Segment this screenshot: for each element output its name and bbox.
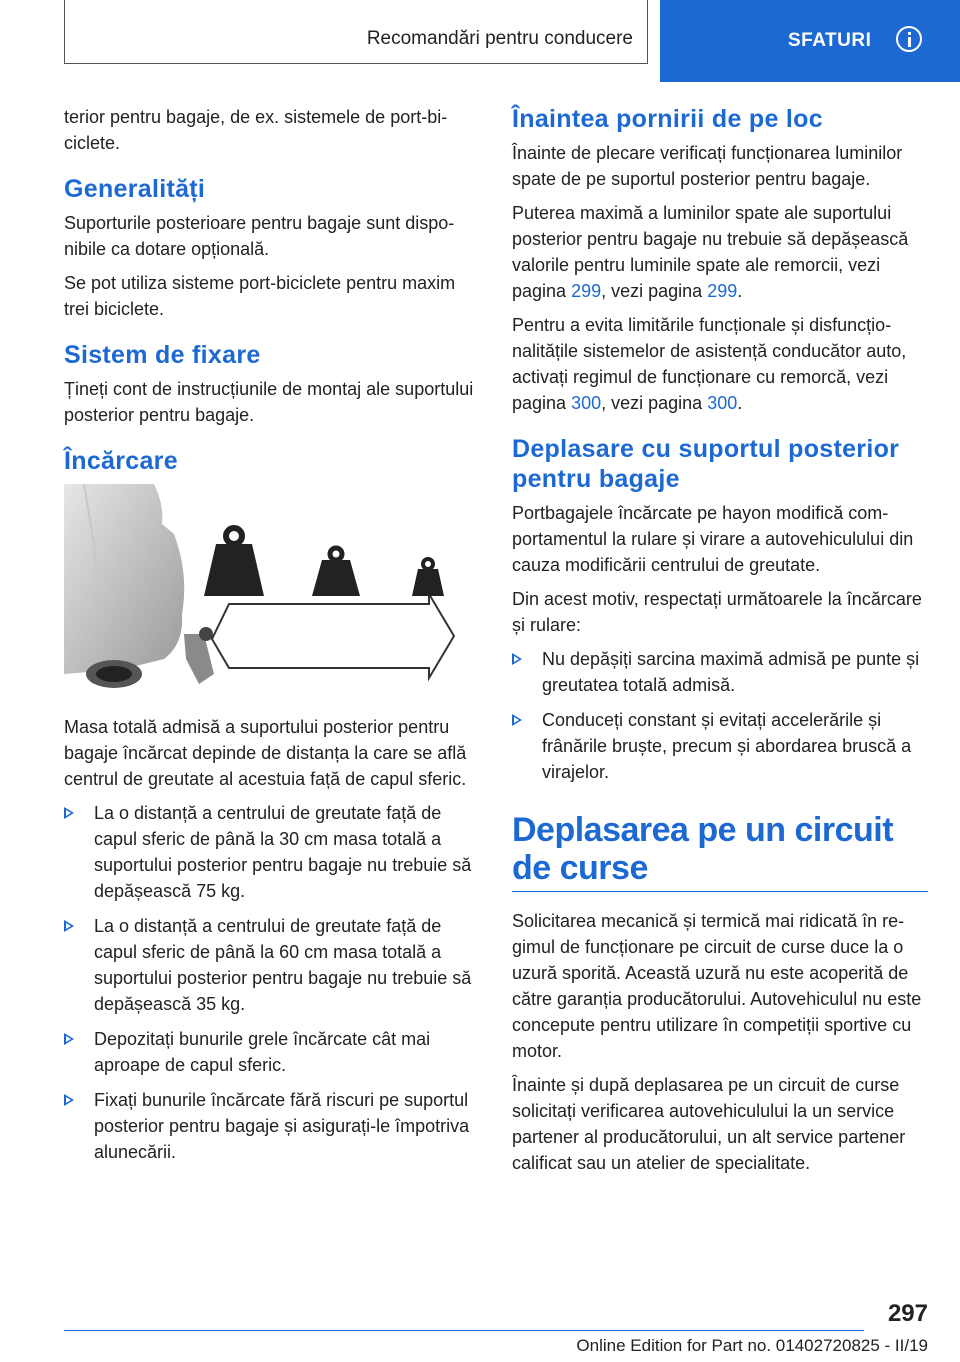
paragraph-text: , vezi pagina bbox=[601, 281, 708, 301]
load-distance-illustration bbox=[64, 484, 480, 700]
tow-hook-shape bbox=[184, 634, 214, 684]
list-item-text: La o distanță a centrului de greutate față de capul sferic de până la 30 cm masa totală a suportului posterior pentru bagaje nu trebuie să depășească 75 kg. bbox=[94, 803, 472, 901]
paragraph-text: Pentru a evita limitările funcționale și disfuncționalitățile sistemelor de asistență conducător auto, activați regimul de funcționare cu remorcă, vezi pagina bbox=[512, 315, 907, 413]
before-start-p1: Înainte de plecare verificați funcționarea luminilor spate de pe suportul posterior pentru bagaje. bbox=[512, 143, 903, 189]
race-track-heading: Deplasarea pe un circuit de curse bbox=[512, 811, 928, 892]
driving-p2: Din acest motiv, respectați următoarele la încărcare și rulare: bbox=[512, 589, 922, 635]
list-item bbox=[64, 913, 480, 1017]
driving-p1: Portbagajele încărcate pe hayon modifică comportamentul la rulare și virare a autovehiculului din cauza modificării centrului de greutate. bbox=[512, 503, 914, 575]
header-tag: SFATURI bbox=[788, 30, 872, 51]
triangle-bullet-icon bbox=[64, 807, 74, 819]
exhaust-pipe-shape bbox=[96, 666, 132, 682]
loading-p1: Masa totală admisă a suportului posterior pentru bagaje încărcat depinde de distanța la care se află centrul de greutate al acestuia față de capul sferic. bbox=[64, 717, 467, 789]
weight-small-shape bbox=[412, 559, 444, 596]
before-start-p3 bbox=[512, 312, 928, 416]
list-item-text: Nu depășiți sarcina maximă admisă pe punte și greutatea totală admisă. bbox=[542, 649, 920, 695]
before-start-heading: Înaintea pornirii de pe loc bbox=[512, 105, 823, 133]
loading-heading: Încărcare bbox=[64, 447, 178, 475]
driving-bullet-list bbox=[512, 646, 928, 785]
list-item bbox=[512, 707, 928, 785]
header-section-title: Recomandări pentru conducere bbox=[366, 28, 633, 49]
distance-arrow-shape bbox=[212, 594, 454, 678]
triangle-bullet-icon bbox=[64, 1033, 74, 1045]
fixing-heading: Sistem de fixare bbox=[64, 341, 261, 369]
paragraph-text: . bbox=[737, 393, 743, 413]
info-icon bbox=[896, 26, 922, 52]
list-item bbox=[64, 1087, 480, 1165]
page-number: 297 bbox=[887, 1300, 928, 1327]
loading-bullet-list bbox=[64, 800, 480, 1165]
driving-heading: Deplasare cu suportul posterior pentru bagaje bbox=[512, 435, 900, 493]
race-track-p2: Înainte și după deplasarea pe un circuit de curse solicitați verificarea autovehiculului la un service partener al producătorului, un alt service partener calificat sau un atelier de specialitate. bbox=[512, 1075, 906, 1173]
tow-ball-shape bbox=[199, 627, 213, 641]
right-column bbox=[512, 104, 928, 1184]
triangle-bullet-icon bbox=[512, 714, 522, 726]
list-item-text: Fixați bunurile încărcate fără riscuri pe suportul posterior pentru bagaje și asigurați-le împotriva alunecării. bbox=[94, 1090, 470, 1162]
weight-medium-shape bbox=[312, 548, 360, 596]
triangle-bullet-icon bbox=[64, 920, 74, 932]
weight-large-shape bbox=[204, 528, 264, 596]
page-link-300[interactable]: 300 bbox=[707, 393, 738, 413]
header-section bbox=[64, 0, 648, 64]
general-p1: Suporturile posterioare pentru bagaje sunt disponibile ca dotare opțională. bbox=[64, 213, 455, 259]
fixing-p1: Țineți cont de instrucțiunile de montaj ale suportului posterior pentru bagaje. bbox=[64, 379, 474, 425]
header-tag-block bbox=[660, 0, 960, 82]
list-item bbox=[512, 646, 928, 698]
race-track-p1: Solicitarea mecanică și termică mai ridicată în regimul de funcționare pe circuit de curse duce la o uzură sporită. Această uzură nu este acoperită de către garanția producătorului. Autovehiculul nu este concepute pentru utilizare în competiții sportive cu motor. bbox=[512, 911, 922, 1061]
footer-divider bbox=[64, 1330, 864, 1331]
triangle-bullet-icon bbox=[64, 1094, 74, 1106]
before-start-p2 bbox=[512, 200, 928, 304]
list-item bbox=[64, 1026, 480, 1078]
paragraph-text: , vezi pagina bbox=[601, 393, 708, 413]
general-heading: Generalități bbox=[64, 175, 206, 203]
page-link-299[interactable]: 299 bbox=[707, 281, 738, 301]
list-item-text: Conduceți constant și evitați accelerările și frânările bruște, precum și abordarea bruscă a virajelor. bbox=[542, 710, 912, 782]
triangle-bullet-icon bbox=[512, 653, 522, 665]
list-item-text: La o distanță a centrului de greutate față de capul sferic de până la 60 cm masa totală a suportului posterior pentru bagaje nu trebuie să depășească 35 kg. bbox=[94, 916, 472, 1014]
list-item-text: Depozitați bunurile grele încărcate cât mai aproape de capul sferic. bbox=[94, 1029, 431, 1075]
left-column bbox=[64, 104, 480, 1174]
footer-edition: Online Edition for Part no. 01402720825 - II/19 bbox=[576, 1336, 928, 1355]
page-link-299[interactable]: 299 bbox=[571, 281, 602, 301]
intro-text: terior pentru bagaje, de ex. sistemele de port-biciclete. bbox=[64, 107, 448, 153]
paragraph-text: . bbox=[737, 281, 743, 301]
car-rear-shape bbox=[64, 484, 184, 674]
page-link-300[interactable]: 300 bbox=[571, 393, 602, 413]
list-item bbox=[64, 800, 480, 904]
paragraph-text: Puterea maximă a luminilor spate ale suportului posterior pentru bagaje nu trebuie să depășească valorile pentru luminile spate ale remorcii, vezi pagina bbox=[512, 203, 909, 301]
general-p2: Se pot utiliza sisteme port-biciclete pentru maxim trei biciclete. bbox=[64, 273, 456, 319]
